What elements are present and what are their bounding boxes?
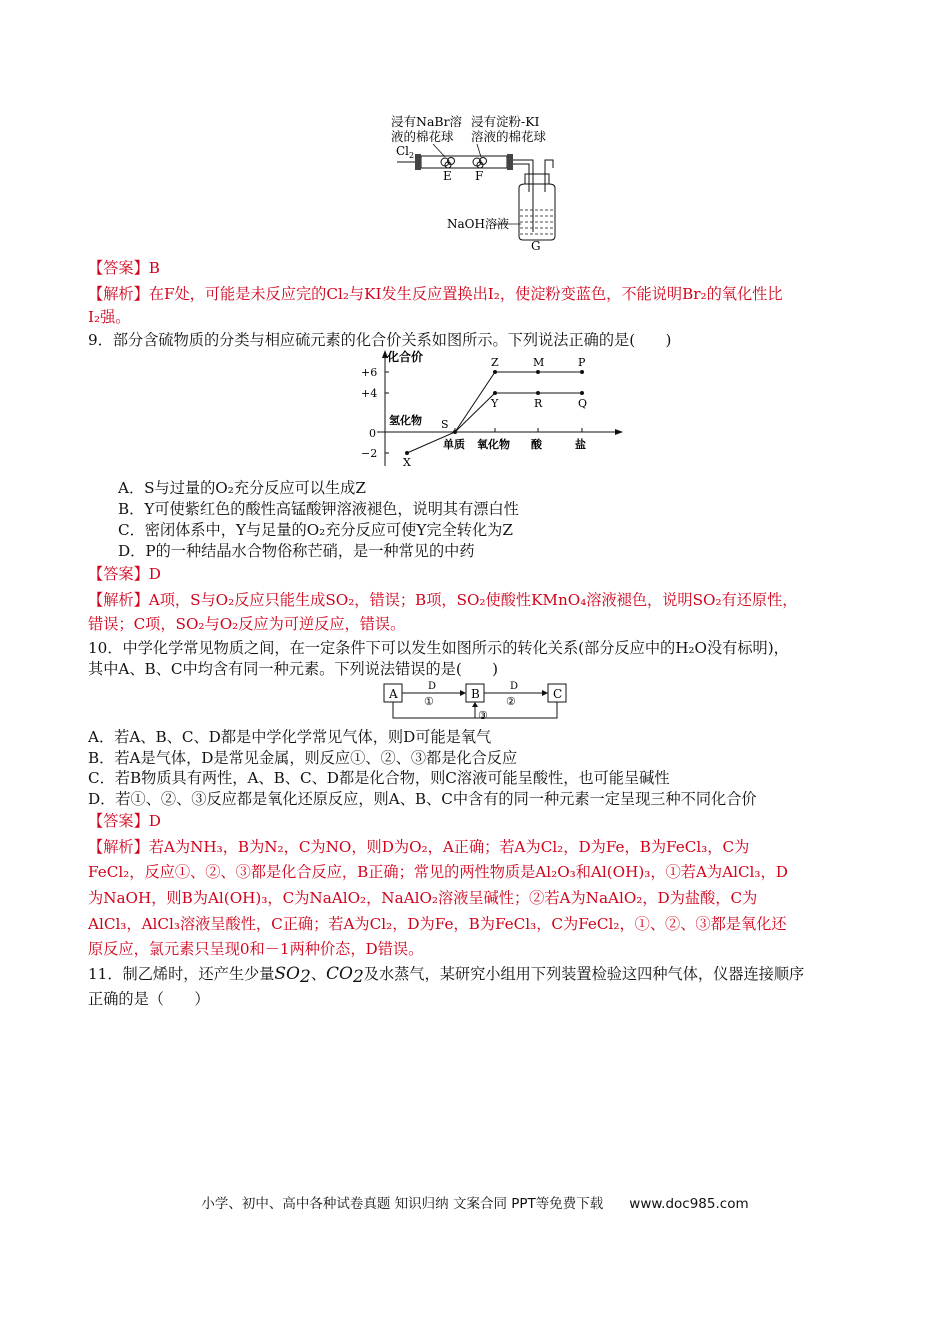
q10-option-d: D．若①、②、③反应都是氧化还原反应，则A、B、C中含有的同一种元素一定呈现三种不同化合价 (88, 790, 757, 808)
reagent-d-1: D (428, 681, 437, 692)
reaction-3: ③ (478, 709, 488, 722)
reagent-d-2: D (510, 681, 519, 692)
glass-tube (421, 156, 507, 168)
q8-analysis-line2: I₂强。 (88, 308, 131, 326)
point-x-label: X (403, 456, 411, 469)
q9-answer: 【答案】D (88, 565, 161, 583)
ytick-plus6: +6 (361, 366, 378, 379)
point-q-label: Q (578, 397, 588, 410)
hydride-label: 氢化物 (389, 414, 422, 427)
q9-option-d: D．P的一种结晶水合物俗称芒硝，是一种常见的中药 (118, 542, 475, 560)
q10-stem-line1: 10．中学化学常见物质之间，在一定条件下可以发生如图所示的转化关系(部分反应中的H₂O没有标明)， (88, 639, 789, 657)
q8-analysis-line1: 【解析】在F处，可能是未反应完的Cl₂与KI发生反应置换出I₂，使淀粉变蓝色，不能说明Br₂的氧化性比 (88, 285, 783, 303)
q10-answer: 【答案】D (88, 812, 161, 830)
point-s-label: S (441, 418, 449, 431)
cotton-ball-e (441, 158, 455, 169)
ytick-zero: 0 (369, 427, 376, 440)
q10-stem-line2: 其中A、B、C中均含有同一种元素。下列说法错误的是( ) (88, 660, 499, 678)
point-q (580, 391, 584, 395)
bottle-g (519, 174, 555, 240)
q9-stem: 9．部分含硫物质的分类与相应硫元素的化合价关系如图所示。下列说法正确的是( ) (88, 331, 672, 349)
label-ki-line1: 浸有淀粉-KI (471, 114, 540, 129)
svg-text:A: A (389, 687, 398, 701)
ytick-plus4: +4 (361, 387, 378, 400)
ytick-minus2: −2 (361, 447, 378, 460)
point-m-label: M (533, 356, 545, 369)
q10-analysis-line3: 为NaOH，则B为Al(OH)₃，C为NaAlO₂，NaAlO₂溶液呈碱性；②若A为NaAlO₂，D为盐酸，C为 (88, 889, 758, 907)
q9-option-a: A．S与过量的O₂充分反应可以生成Z (118, 479, 366, 497)
point-z (493, 370, 497, 374)
label-ki-line2: 溶液的棉花球 (471, 129, 547, 144)
xtick-salt: 盐 (575, 438, 586, 451)
q10-option-b: B．若A是气体，D是常见金属，则反应①、②、③都是化合反应 (88, 749, 518, 767)
valence-chart (355, 348, 625, 470)
q9-option-c: C．密闭体系中，Y与足量的O₂充分反应可使Y完全转化为Z (118, 521, 513, 539)
svg-text:C: C (553, 687, 563, 701)
point-r (536, 391, 540, 395)
label-cl2: $Cl_2$ (396, 144, 415, 160)
q10-analysis-line1: 【解析】若A为NH₃，B为N₂，C为NO，则D为O₂，A正确；若A为Cl₂，D为Fe，B为FeCl₃，C为 (88, 838, 750, 856)
point-r-label: R (534, 397, 543, 410)
point-p (580, 370, 584, 374)
q9-analysis-line1: 【解析】A项，S与O₂反应只能生成SO₂，错误；B项，SO₂使酸性KMnO₄溶液褪色，说明SO₂有还原性， (88, 591, 798, 609)
svg-text:B: B (471, 687, 480, 701)
label-naoh: NaOH溶液 (447, 217, 509, 231)
apparatus-figure (385, 112, 575, 252)
q9-analysis-line2: 错误；C项，SO₂与O₂反应为可逆反应，错误。 (88, 615, 406, 633)
label-f: F (475, 169, 484, 183)
xtick-acid: 酸 (531, 438, 542, 451)
point-s (453, 430, 457, 434)
xtick-oxide: 氧化物 (477, 438, 510, 451)
point-y (493, 391, 497, 395)
q10-option-a: A．若A、B、C、D都是中学化学常见气体，则D可能是氧气 (88, 728, 492, 746)
point-x (405, 451, 409, 455)
cotton-ball-f (473, 158, 487, 169)
label-g: G (531, 239, 541, 252)
point-y-label: Y (491, 397, 499, 410)
point-z-label: Z (491, 356, 499, 369)
label-e: E (443, 169, 452, 183)
y-axis-label: 化合价 (387, 350, 424, 364)
conversion-diagram (380, 678, 570, 724)
q9-option-b: B．Y可使紫红色的酸性高锰酸钾溶液褪色，说明其有漂白性 (118, 500, 519, 518)
footer-site-link[interactable]: www.doc985.com (629, 1196, 749, 1212)
point-p-label: P (578, 356, 586, 369)
point-m (536, 370, 540, 374)
q10-analysis-line5: 原反应，氯元素只呈现0和－1两种价态，D错误。 (88, 940, 424, 958)
q10-analysis-line2: FeCl₂，反应①、②、③都是化合反应，B正确；常见的两性物质是Al₂O₃和Al(OH)₃，①若A为AlCl₃，D (88, 863, 788, 881)
q11-stem-line2: 正确的是（ ） (88, 990, 210, 1008)
xtick-elemental: 单质 (443, 438, 465, 451)
reaction-2: ② (506, 695, 516, 708)
label-nabr-line1: 浸有NaBr溶 (391, 114, 463, 129)
label-nabr-line2: 液的棉花球 (391, 129, 454, 144)
q10-option-c: C．若B物质具有两性，A、B、C、D都是化合物，则C溶液可能呈酸性，也可能呈碱性 (88, 769, 670, 787)
q8-answer: 【答案】B (88, 259, 160, 277)
page-footer: 小学、初中、高中各种试卷真题 知识归纳 文案合同 PPT等免费下载 www.doc985.com (201, 1196, 749, 1212)
reaction-1: ① (424, 695, 434, 708)
q11-stem-line1: 11．制乙烯时，还产生少量$SO_2$、$CO_2$及水蒸气，某研究小组用下列装置检验这四种气体，仪器连接顺序 (88, 964, 805, 987)
q10-analysis-line4: AlCl₃，AlCl₃溶液呈酸性，C正确；若A为Cl₂，D为Fe，B为FeCl₃，C为FeCl₂，①、②、③都是氧化还 (88, 915, 787, 933)
